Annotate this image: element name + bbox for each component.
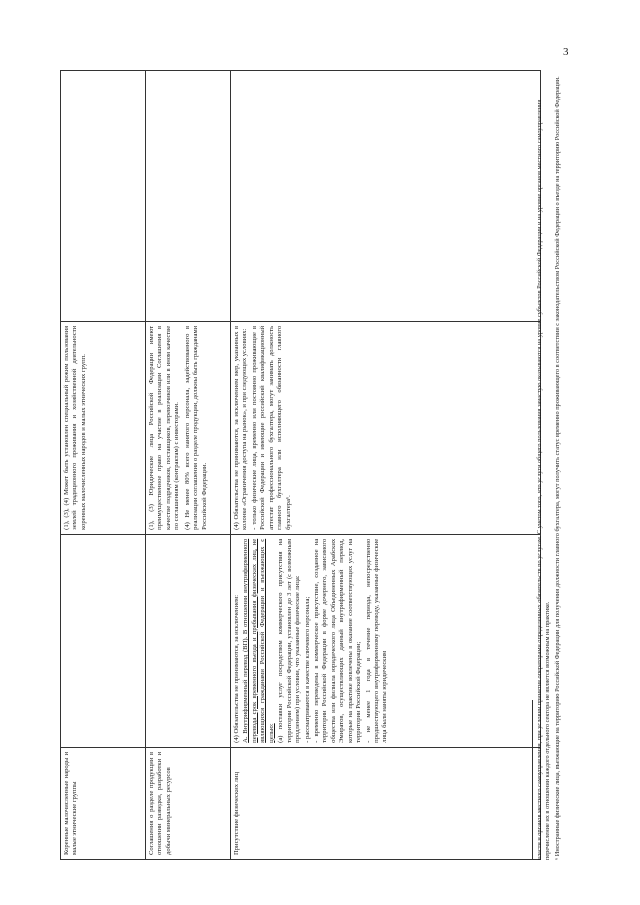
cell-text: - рассматриваются в качестве ключевого персонала; [303,596,311,743]
cell-text: - временно переведены в коммерческое присутствие, созданное на территории Российской Федерации в форме дочернего, зависимого общества или филиала юридического лица Объединенных Арабских Эмиратов, осуществляющих данный внутрифирменный перевод, которые на практике вовлечены в оказание соответствующих услуг на территории Российской Федерации; [312,538,363,743]
table-cell-notes [231,71,541,322]
table-cell-notes [146,71,231,322]
footnote-divider [532,700,533,860]
table-cell-obligations [61,321,146,534]
page-number: 3 [563,46,569,58]
cell-text: - только физические лица, временно или постоянно проживающие в Российской Федерации и имеющие российский квалификационный аттестат профессионального бухгалтера, могут занимать должность главного бухгалтера или исполняющего обязанности главного бухгалтера⁶. [250,325,292,530]
table-cell-restriction [231,534,541,747]
table-cell-notes [61,71,146,322]
footnotes [532,70,565,860]
table-row [61,71,146,860]
cell-text: Присутствие физических лиц [233,771,240,855]
table-cell-category [61,747,146,859]
table-row [231,71,541,860]
schedule-table [60,70,541,860]
cell-text: Коренные малочисленные народы и малые этнические группы [63,751,79,855]
table-cell-restriction [146,534,231,747]
footnote-text: власти и органов местного самоуправления, при условии принятия операторами определенных обязательств по услугам. С учетом того, что услуги общего пользования зачастую оказываются на уровне субъектов Российской Федерации и на уровне органов местного самоуправления перечисление их в отношении каждого отдельного сектора не является возможным на практике. [536,99,552,860]
cell-text: (4) Обязательства не принимаются, за исключением мер, указанных в колонке «Ограничения доступа на рынок», и при следующих условиях: [233,325,249,530]
table-cell-obligations [146,321,231,534]
table-cell-restriction [61,534,146,747]
table-cell-category [146,747,231,859]
footnote-text: ⁶ Иностранные физические лица, въезжающие на территорию Российской Федерации для получения должности главного бухгалтера, могут получить статус временно проживающего в соответствии с законодательством Российской Федерации о въезде на территорию Российской Федерации. [554,76,562,860]
cell-text: (4) Не менее 80% всего нанятого персонала, задействованного в реализации соглашения о разделе продукции, должны быть гражданами Российской Федерации. [183,325,208,530]
cell-text: Соглашения о разделе продукции в отношении разведки, разработки и добычи минеральных ресурсов [148,751,172,855]
cell-text: (1), (3), (4) Может быть установлен специальный режим пользования землей традиционного проживания и хозяйственной деятельности коренных малочисленных народов и малых этнических групп. [63,325,87,530]
table-cell-obligations [231,321,541,534]
cell-text: - не менее 1 года в течение периода, непосредственно предшествующего внутрифирменному переводу, указанные физические лица были наняты юридическим [364,538,389,743]
table-row [146,71,231,860]
cell-text: (4) Обязательства не принимаются, за исключением: [233,594,240,743]
cell-text: (1), (3) Юридические лица Российской Федерации имеют преимущественное право на участие в реализации Соглашения в качестве подрядчиков, поставщиков, перевозчиков или в ином качестве по соглашениям (контрактам) с инвесторами. [148,325,181,530]
cell-text: А. Внутрифирменный перевод (ВП). В отношении внутрифирменного перевода срок временного въезда и пребывания физических лиц, не являющихся гражданами Российской Федерации и въезжающих с целью: [242,538,275,743]
table-cell-category [231,747,541,859]
rotated-page-content [60,70,580,860]
cell-text: (а) поставки услуг посредством коммерческого присутствия на территории Российской Федерации, установлен до 3 лет (с возможным продлением) при условии, что указанные физические лица: [277,538,302,743]
